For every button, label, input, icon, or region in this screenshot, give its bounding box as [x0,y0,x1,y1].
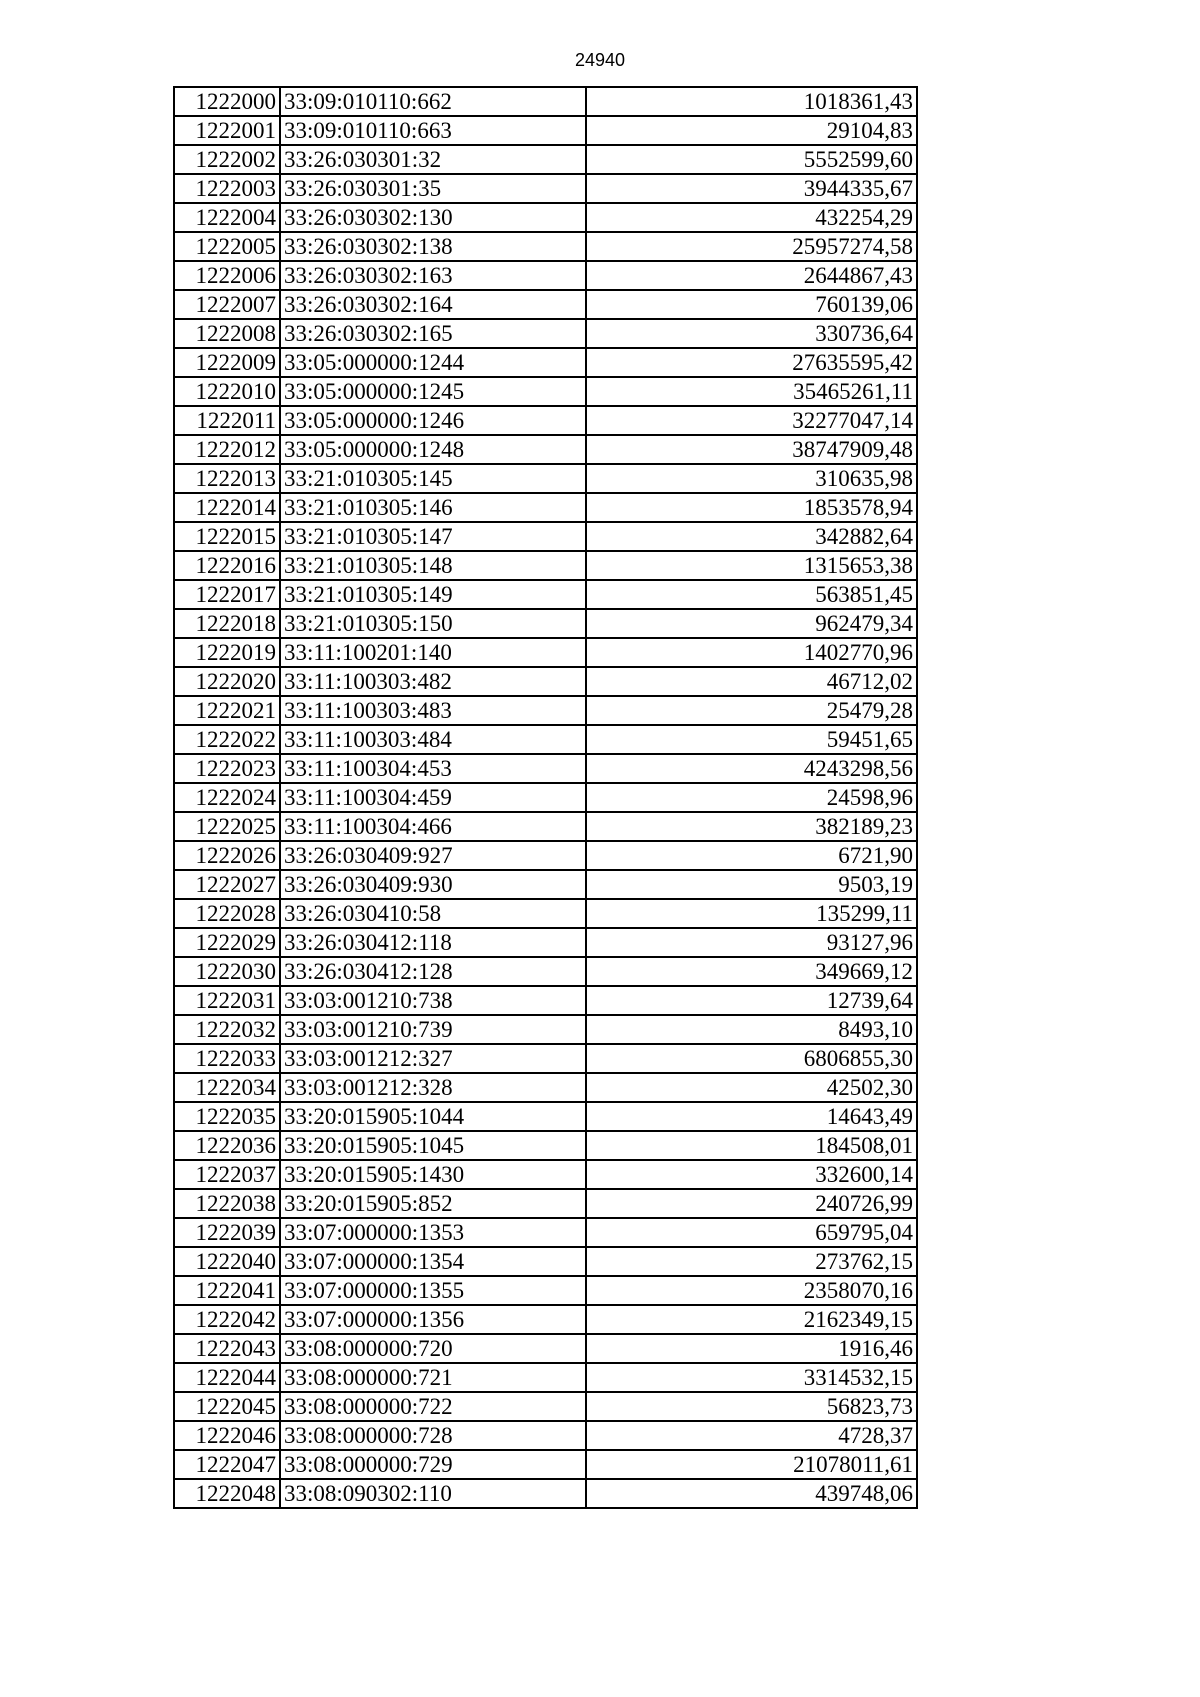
table-row [174,377,917,406]
cadastral-number-cell: 33:26:030410:58 [280,899,586,928]
table-row [174,1073,917,1102]
table-row [174,812,917,841]
row-number-cell: 1222015 [174,522,280,551]
table-row [174,899,917,928]
value-cell: 342882,64 [586,522,917,551]
value-cell: 1018361,43 [586,87,917,116]
table-row [174,725,917,754]
value-cell: 2162349,15 [586,1305,917,1334]
cadastral-number-cell: 33:20:015905:852 [280,1189,586,1218]
value-cell: 240726,99 [586,1189,917,1218]
table-row [174,696,917,725]
table-row [174,1421,917,1450]
row-number-cell: 1222032 [174,1015,280,1044]
table-row [174,986,917,1015]
row-number-cell: 1222001 [174,116,280,145]
row-number-cell: 1222037 [174,1160,280,1189]
table-row [174,319,917,348]
row-number-cell: 1222046 [174,1421,280,1450]
value-cell: 56823,73 [586,1392,917,1421]
table-row [174,464,917,493]
table-row [174,406,917,435]
value-cell: 35465261,11 [586,377,917,406]
value-cell: 330736,64 [586,319,917,348]
cadastral-number-cell: 33:08:000000:729 [280,1450,586,1479]
registry-table-body [174,87,917,1508]
table-row [174,261,917,290]
cadastral-number-cell: 33:11:100304:466 [280,812,586,841]
cadastral-number-cell: 33:21:010305:148 [280,551,586,580]
row-number-cell: 1222004 [174,203,280,232]
value-cell: 6721,90 [586,841,917,870]
table-row [174,754,917,783]
table-row [174,203,917,232]
row-number-cell: 1222009 [174,348,280,377]
row-number-cell: 1222044 [174,1363,280,1392]
cadastral-number-cell: 33:07:000000:1353 [280,1218,586,1247]
table-row [174,493,917,522]
cadastral-number-cell: 33:11:100303:484 [280,725,586,754]
value-cell: 14643,49 [586,1102,917,1131]
table-row [174,580,917,609]
table-row [174,551,917,580]
cadastral-number-cell: 33:05:000000:1248 [280,435,586,464]
cadastral-number-cell: 33:07:000000:1356 [280,1305,586,1334]
table-row [174,1189,917,1218]
row-number-cell: 1222020 [174,667,280,696]
cadastral-number-cell: 33:11:100304:459 [280,783,586,812]
row-number-cell: 1222005 [174,232,280,261]
table-row [174,1131,917,1160]
table-row [174,145,917,174]
row-number-cell: 1222035 [174,1102,280,1131]
row-number-cell: 1222027 [174,870,280,899]
row-number-cell: 1222023 [174,754,280,783]
table-row [174,348,917,377]
row-number-cell: 1222033 [174,1044,280,1073]
cadastral-number-cell: 33:11:100303:482 [280,667,586,696]
row-number-cell: 1222047 [174,1450,280,1479]
table-row [174,1334,917,1363]
value-cell: 659795,04 [586,1218,917,1247]
row-number-cell: 1222000 [174,87,280,116]
cadastral-number-cell: 33:20:015905:1044 [280,1102,586,1131]
cadastral-number-cell: 33:21:010305:149 [280,580,586,609]
cadastral-number-cell: 33:26:030412:118 [280,928,586,957]
table-row [174,638,917,667]
value-cell: 349669,12 [586,957,917,986]
value-cell: 2358070,16 [586,1276,917,1305]
row-number-cell: 1222003 [174,174,280,203]
table-row [174,1305,917,1334]
cadastral-number-cell: 33:26:030409:930 [280,870,586,899]
row-number-cell: 1222013 [174,464,280,493]
cadastral-number-cell: 33:20:015905:1430 [280,1160,586,1189]
value-cell: 6806855,30 [586,1044,917,1073]
value-cell: 25479,28 [586,696,917,725]
value-cell: 27635595,42 [586,348,917,377]
row-number-cell: 1222007 [174,290,280,319]
cadastral-number-cell: 33:21:010305:146 [280,493,586,522]
table-row [174,174,917,203]
cadastral-number-cell: 33:26:030301:35 [280,174,586,203]
cadastral-number-cell: 33:07:000000:1354 [280,1247,586,1276]
row-number-cell: 1222025 [174,812,280,841]
cadastral-number-cell: 33:26:030409:927 [280,841,586,870]
row-number-cell: 1222014 [174,493,280,522]
row-number-cell: 1222039 [174,1218,280,1247]
registry-table [173,86,918,1509]
value-cell: 439748,06 [586,1479,917,1508]
row-number-cell: 1222019 [174,638,280,667]
value-cell: 4728,37 [586,1421,917,1450]
value-cell: 29104,83 [586,116,917,145]
cadastral-number-cell: 33:26:030302:165 [280,319,586,348]
value-cell: 24598,96 [586,783,917,812]
cadastral-number-cell: 33:20:015905:1045 [280,1131,586,1160]
cadastral-number-cell: 33:03:001210:739 [280,1015,586,1044]
value-cell: 2644867,43 [586,261,917,290]
row-number-cell: 1222040 [174,1247,280,1276]
row-number-cell: 1222041 [174,1276,280,1305]
cadastral-number-cell: 33:08:000000:720 [280,1334,586,1363]
value-cell: 432254,29 [586,203,917,232]
cadastral-number-cell: 33:08:000000:722 [280,1392,586,1421]
cadastral-number-cell: 33:03:001212:327 [280,1044,586,1073]
value-cell: 332600,14 [586,1160,917,1189]
cadastral-number-cell: 33:08:090302:110 [280,1479,586,1508]
cadastral-number-cell: 33:21:010305:147 [280,522,586,551]
row-number-cell: 1222048 [174,1479,280,1508]
row-number-cell: 1222028 [174,899,280,928]
row-number-cell: 1222030 [174,957,280,986]
value-cell: 8493,10 [586,1015,917,1044]
row-number-cell: 1222006 [174,261,280,290]
table-row [174,116,917,145]
row-number-cell: 1222008 [174,319,280,348]
value-cell: 135299,11 [586,899,917,928]
row-number-cell: 1222031 [174,986,280,1015]
value-cell: 3944335,67 [586,174,917,203]
row-number-cell: 1222022 [174,725,280,754]
row-number-cell: 1222011 [174,406,280,435]
value-cell: 46712,02 [586,667,917,696]
cadastral-number-cell: 33:21:010305:145 [280,464,586,493]
value-cell: 962479,34 [586,609,917,638]
cadastral-number-cell: 33:08:000000:721 [280,1363,586,1392]
cadastral-number-cell: 33:11:100303:483 [280,696,586,725]
cadastral-number-cell: 33:09:010110:663 [280,116,586,145]
value-cell: 25957274,58 [586,232,917,261]
table-row [174,522,917,551]
value-cell: 1402770,96 [586,638,917,667]
page-number: 24940 [574,50,626,70]
value-cell: 1916,46 [586,1334,917,1363]
value-cell: 184508,01 [586,1131,917,1160]
table-row [174,841,917,870]
value-cell: 5552599,60 [586,145,917,174]
table-row [174,1247,917,1276]
value-cell: 9503,19 [586,870,917,899]
value-cell: 3314532,15 [586,1363,917,1392]
row-number-cell: 1222017 [174,580,280,609]
table-row [174,1015,917,1044]
cadastral-number-cell: 33:05:000000:1244 [280,348,586,377]
table-row [174,87,917,116]
cadastral-number-cell: 33:05:000000:1245 [280,377,586,406]
cadastral-number-cell: 33:21:010305:150 [280,609,586,638]
row-number-cell: 1222026 [174,841,280,870]
cadastral-number-cell: 33:03:001212:328 [280,1073,586,1102]
value-cell: 93127,96 [586,928,917,957]
row-number-cell: 1222029 [174,928,280,957]
row-number-cell: 1222018 [174,609,280,638]
row-number-cell: 1222010 [174,377,280,406]
row-number-cell: 1222045 [174,1392,280,1421]
cadastral-number-cell: 33:26:030302:130 [280,203,586,232]
cadastral-number-cell: 33:03:001210:738 [280,986,586,1015]
value-cell: 310635,98 [586,464,917,493]
table-row [174,667,917,696]
table-row [174,957,917,986]
value-cell: 382189,23 [586,812,917,841]
row-number-cell: 1222024 [174,783,280,812]
row-number-cell: 1222012 [174,435,280,464]
row-number-cell: 1222042 [174,1305,280,1334]
cadastral-number-cell: 33:26:030412:128 [280,957,586,986]
cadastral-number-cell: 33:11:100304:453 [280,754,586,783]
value-cell: 42502,30 [586,1073,917,1102]
table-row [174,1363,917,1392]
table-row [174,609,917,638]
value-cell: 760139,06 [586,290,917,319]
cadastral-number-cell: 33:26:030302:164 [280,290,586,319]
row-number-cell: 1222002 [174,145,280,174]
value-cell: 59451,65 [586,725,917,754]
table-row [174,870,917,899]
cadastral-number-cell: 33:11:100201:140 [280,638,586,667]
table-row [174,1102,917,1131]
table-row [174,1276,917,1305]
table-row [174,1479,917,1508]
table-row [174,1392,917,1421]
table-row [174,1160,917,1189]
row-number-cell: 1222036 [174,1131,280,1160]
table-row [174,435,917,464]
cadastral-number-cell: 33:07:000000:1355 [280,1276,586,1305]
value-cell: 1315653,38 [586,551,917,580]
row-number-cell: 1222016 [174,551,280,580]
table-row [174,928,917,957]
cadastral-number-cell: 33:05:000000:1246 [280,406,586,435]
table-row [174,1218,917,1247]
cadastral-number-cell: 33:09:010110:662 [280,87,586,116]
cadastral-number-cell: 33:26:030302:138 [280,232,586,261]
value-cell: 1853578,94 [586,493,917,522]
row-number-cell: 1222021 [174,696,280,725]
table-row [174,232,917,261]
value-cell: 4243298,56 [586,754,917,783]
value-cell: 12739,64 [586,986,917,1015]
cadastral-number-cell: 33:08:000000:728 [280,1421,586,1450]
value-cell: 21078011,61 [586,1450,917,1479]
value-cell: 32277047,14 [586,406,917,435]
table-row [174,1044,917,1073]
cadastral-number-cell: 33:26:030301:32 [280,145,586,174]
value-cell: 273762,15 [586,1247,917,1276]
row-number-cell: 1222034 [174,1073,280,1102]
table-row [174,783,917,812]
row-number-cell: 1222038 [174,1189,280,1218]
value-cell: 563851,45 [586,580,917,609]
row-number-cell: 1222043 [174,1334,280,1363]
value-cell: 38747909,48 [586,435,917,464]
table-row [174,1450,917,1479]
table-row [174,290,917,319]
cadastral-number-cell: 33:26:030302:163 [280,261,586,290]
